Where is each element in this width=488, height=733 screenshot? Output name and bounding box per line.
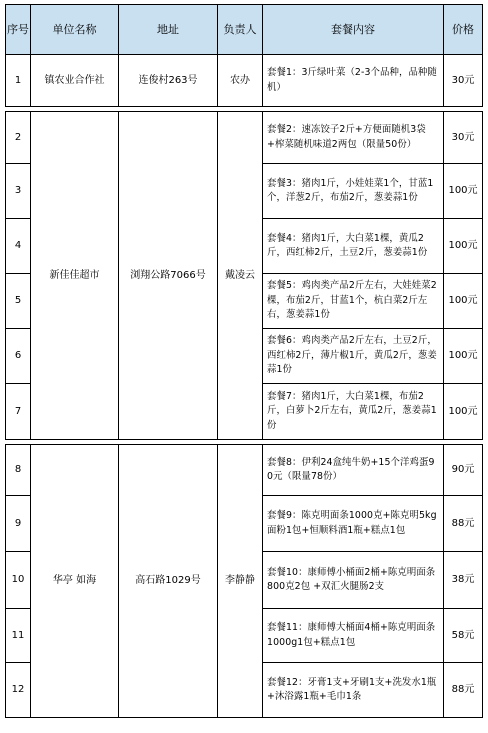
package-content: 套餐3：猪肉1斤，小娃娃菜1个，甘蓝1个，洋葱2斤，布茄2斤，葱姜蒜1份 [263,164,444,219]
package-content: 套餐6：鸡肉类产品2斤左右，土豆2斤，西红柿2斤，薄片椒1斤，黄瓜2斤，葱姜蒜1份 [263,329,444,384]
package-price: 100元 [444,164,483,219]
unit-manager: 李静静 [218,445,263,718]
row-index: 6 [6,329,31,384]
table-row [6,55,483,107]
package-price: 88元 [444,663,483,718]
unit-address: 高石路1029号 [119,445,218,718]
unit-name: 镇农业合作社 [31,55,119,107]
package-price: 30元 [444,55,483,107]
package-price: 30元 [444,112,483,164]
table-row [6,445,483,496]
unit-manager: 农办 [218,55,263,107]
row-index: 4 [6,219,31,274]
unit-name: 新佳佳超市 [31,112,119,440]
header-index: 序号 [6,5,31,55]
row-index: 1 [6,55,31,107]
header-price: 价格 [444,5,483,55]
package-price: 100元 [444,274,483,329]
package-price: 58元 [444,609,483,663]
package-content: 套餐12：牙膏1支+牙刷1支+洗发水1瓶+沐浴露1瓶+毛巾1条 [263,663,444,718]
row-index: 9 [6,496,31,552]
package-table [5,4,483,718]
row-index: 2 [6,112,31,164]
package-price: 100元 [444,219,483,274]
package-price: 100元 [444,329,483,384]
package-content: 套餐5：鸡肉类产品2斤左右，大娃娃菜2棵，布茄2斤，甘蓝1个，杭白菜2斤左右，葱姜蒜1份 [263,274,444,329]
row-index: 10 [6,552,31,609]
table-row [6,112,483,164]
unit-address: 浏翔公路7066号 [119,112,218,440]
package-price: 90元 [444,445,483,496]
row-index: 8 [6,445,31,496]
package-content: 套餐1：3斤绿叶菜（2-3个品种，品种随机） [263,55,444,107]
package-content: 套餐4：猪肉1斤，大白菜1棵，黄瓜2斤，西红柿2斤，土豆2斤，葱姜蒜1份 [263,219,444,274]
unit-name: 华亭 如海 [31,445,119,718]
package-price: 38元 [444,552,483,609]
header-address: 地址 [119,5,218,55]
row-index: 7 [6,384,31,440]
row-index: 5 [6,274,31,329]
package-content: 套餐9：陈克明面条1000克+陈克明5kg面粉1包+恒顺料酒1瓶+糕点1包 [263,496,444,552]
package-price: 100元 [444,384,483,440]
package-content: 套餐8：伊利24盒纯牛奶+15个洋鸡蛋90元（限量78份） [263,445,444,496]
unit-address: 连俊村263号 [119,55,218,107]
unit-manager: 戴凌云 [218,112,263,440]
package-content: 套餐11：康师傅大桶面4桶+陈克明面条1000g1包+糕点1包 [263,609,444,663]
header-manager: 负责人 [218,5,263,55]
row-index: 3 [6,164,31,219]
header-unit: 单位名称 [31,5,119,55]
header-package: 套餐内容 [263,5,444,55]
package-price: 88元 [444,496,483,552]
package-content: 套餐10：康师傅小桶面2桶+陈克明面条800克2包 +双汇火腿肠2支 [263,552,444,609]
row-index: 11 [6,609,31,663]
row-index: 12 [6,663,31,718]
table-header-row [6,5,483,55]
package-content: 套餐7：猪肉1斤，大白菜1棵，布茄2斤，白萝卜2斤左右，黄瓜2斤，葱姜蒜1份 [263,384,444,440]
package-content: 套餐2：速冻饺子2斤+方便面随机3袋+榨菜随机味道2两包（限量50份） [263,112,444,164]
